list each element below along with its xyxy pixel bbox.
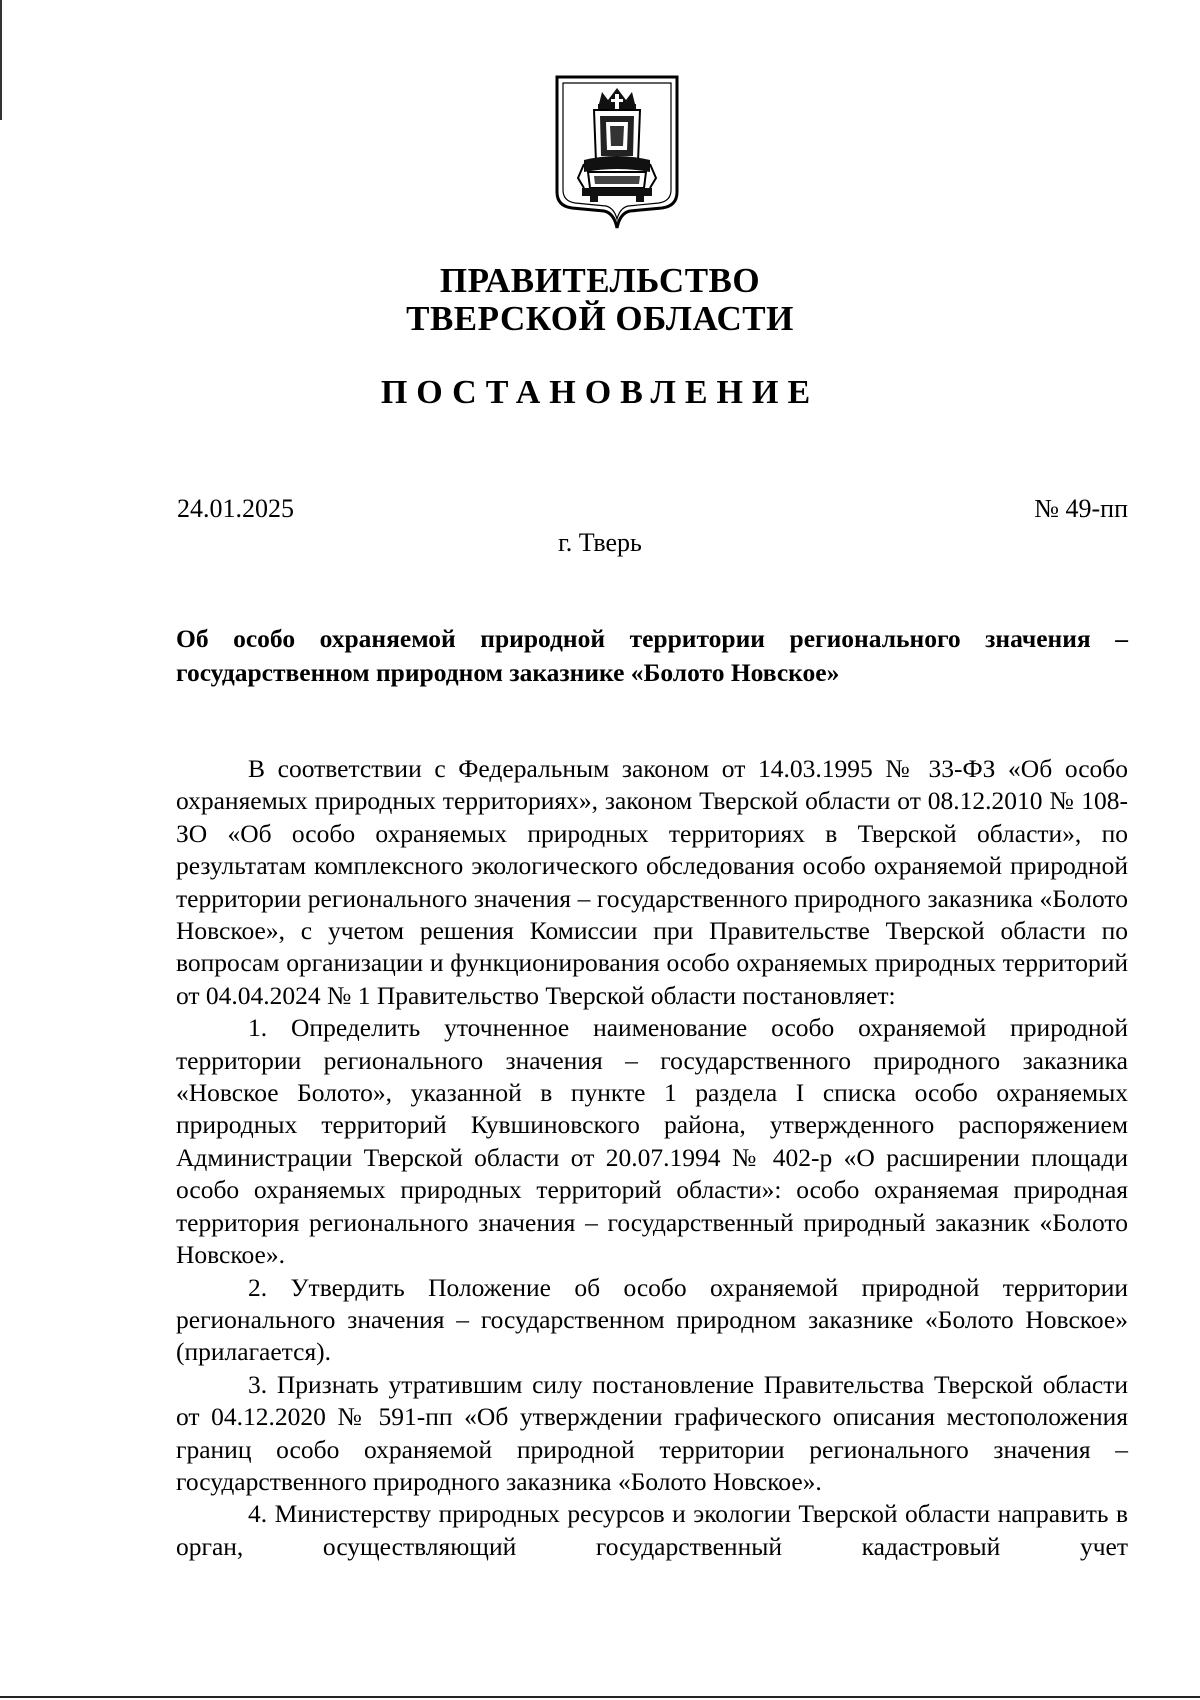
- scan-edge-left: [0, 0, 2, 120]
- body-item-1: 1. Определить уточненное наименование особо охраняемой природной территории регионального значения – государственного природного заказника «Новское Болото», указанной в пункте 1 раздела I списка особо охраняемых природных территорий Кувшиновского района, утвержденного распоряжением Администрации Тверской области от 20.07.1994 № 402-р «О расширении площади особо охраняемых природных территорий области»: особо охраняемая природная территория регионального значения – государственный природный заказник «Болото Новское».: [176, 1013, 1128, 1270]
- document-body: [176, 753, 1128, 1563]
- government-title: [0, 262, 1200, 338]
- document-date: 24.01.2025: [177, 494, 294, 523]
- body-item-2: 2. Утвердить Положение об особо охраняемой природной территории регионального значения – государственном природном заказнике «Болото Новское» (прилагается).: [176, 1272, 1128, 1367]
- document-subject: Об особо охраняемой природной территории регионального значения – государственном природном заказнике «Болото Новское»: [176, 624, 1128, 687]
- document-city: г. Тверь: [558, 528, 642, 557]
- body-preamble: В соответствии с Федеральным законом от 14.03.1995 № 33-ФЗ «Об особо охраняемых природных территориях», законом Тверской области от 08.12.2010 № 108-ЗО «Об особо охраняемых природных территориях в Тверской области», по результатам комплексного экологического обследования особо охраняемой природной территории регионального значения – государственного природного заказника «Болото Новское», с учетом решения Комиссии при Правительстве Тверской области по вопросам организации и функционирования особо охраняемых природных территорий от 04.04.2024 № 1 Правительство Тверской области постановляет:: [176, 754, 1128, 1010]
- document-number: № 49-пп: [1034, 494, 1128, 523]
- tver-coat-of-arms-icon: [554, 74, 680, 230]
- document-type: ПОСТАНОВЛЕНИЕ: [380, 374, 820, 411]
- body-item-3: 3. Признать утратившим силу постановление Правительства Тверской области от 04.12.2020 № 591-пп «Об утверждении графического описания местоположения границ особо охраняемой природной территории регионального значения – государственного природного заказника «Болото Новское».: [176, 1369, 1128, 1496]
- scan-edge-bottom: [0, 1696, 1200, 1698]
- government-title-line2: ТВЕРСКОЙ ОБЛАСТИ: [406, 299, 794, 338]
- body-item-4: 4. Министерству природных ресурсов и экологии Тверской области направить в орган, осуществляющий государственный кадастровый учет: [176, 1499, 1128, 1561]
- government-title-line1: ПРАВИТЕЛЬСТВО: [439, 261, 761, 300]
